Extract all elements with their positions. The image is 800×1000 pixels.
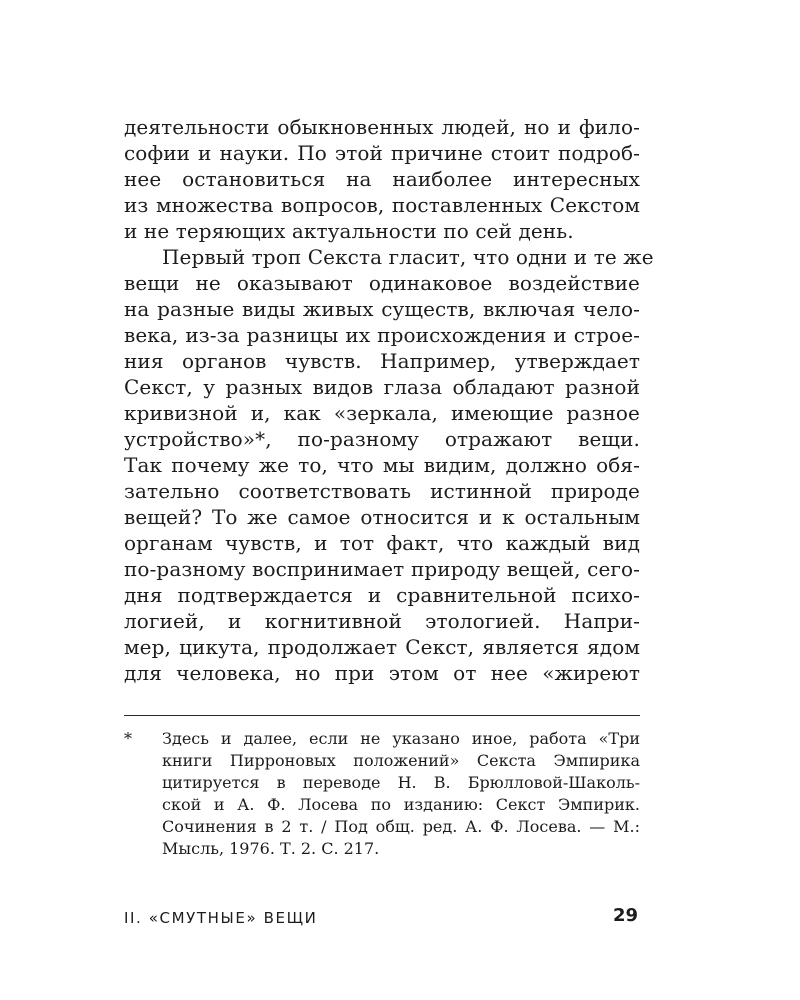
text-line: кривизной и, как «зеркала, имеющие разное xyxy=(124,401,640,425)
running-head: II. «СМУТНЫЕ» ВЕЩИ xyxy=(124,909,318,927)
footnote-line: книги Пирроновых положений» Секста Эмпирика xyxy=(162,751,640,770)
footnote-line: ской и А. Ф. Лосева по изданию: Секст Эмпирик. xyxy=(162,795,640,814)
text-line: из множества вопросов, поставленных Секстом xyxy=(124,193,640,217)
text-line: логией, и когнитивной этологией. Напри- xyxy=(124,609,640,633)
text-line: вещей? То же самое относится и к остальным xyxy=(124,505,640,529)
footnote-line: Здесь и далее, если не указано иное, работа «Три xyxy=(162,729,640,748)
text-line: зательно соответствовать истинной природе xyxy=(124,479,640,503)
text-line: Секст, у разных видов глаза обладают разной xyxy=(124,375,640,399)
text-line: устройство»*, по-разному отражают вещи. xyxy=(124,427,640,451)
text-line: для человека, но при этом от нее «жиреют xyxy=(124,661,640,685)
footnote-line: цитируется в переводе Н. В. Брюлловой-Шаколь- xyxy=(162,773,640,792)
footnote-line: Мысль, 1976. Т. 2. С. 217. xyxy=(162,839,380,858)
page-number: 29 xyxy=(612,905,638,926)
text-line: и не теряющих актуальности по сей день. xyxy=(124,219,574,243)
text-line: века, из-за разницы их происхождения и строе- xyxy=(124,323,640,347)
text-line: деятельности обыкновенных людей, но и фило- xyxy=(124,115,640,139)
paragraph-first-line: Первый троп Секста гласит, что одни и те же xyxy=(162,245,654,269)
text-line: Так почему же то, что мы видим, должно обя- xyxy=(124,453,640,477)
text-line: нее остановиться на наиболее интересных xyxy=(124,167,640,191)
text-line: дня подтверждается и сравнительной психо- xyxy=(124,583,640,607)
text-line: по-разному воспринимает природу вещей, сего- xyxy=(124,557,640,581)
footnote-marker: * xyxy=(124,729,132,748)
text-line: органам чувств, и тот факт, что каждый вид xyxy=(124,531,640,555)
text-line: ния органов чувств. Например, утверждает xyxy=(124,349,640,373)
text-line: на разные виды живых существ, включая чело- xyxy=(124,297,640,321)
text-line: мер, цикута, продолжает Секст, является ядом xyxy=(124,635,640,659)
footnote-line: Сочинения в 2 т. / Под общ. ред. А. Ф. Лосева. — М.: xyxy=(162,817,640,836)
footnote-divider xyxy=(124,715,640,716)
text-line: софии и науки. По этой причине стоит подроб- xyxy=(124,141,640,165)
text-line: вещи не оказывают одинаковое воздействие xyxy=(124,271,640,295)
